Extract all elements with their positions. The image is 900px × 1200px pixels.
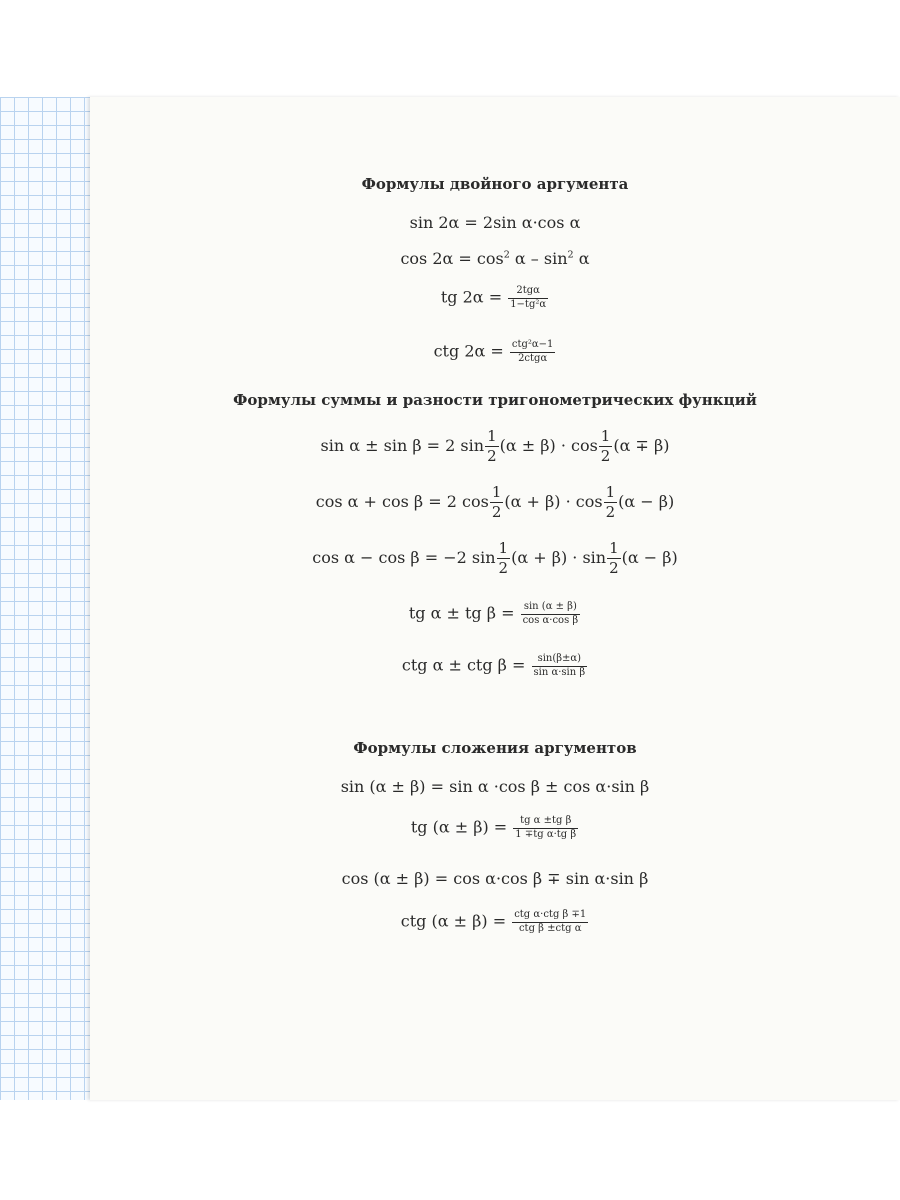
formula-tg-addition: tg (α ± β) = $\frac{\text{tg α ±tg β}}{\text{1 ∓tg α·tg β}}$ [410,815,577,840]
formula-ctg-addition: ctg (α ± β) = $\frac{\text{ctg α·ctg β ∓1}}{\text{ctg β ±ctg α}}$ [400,909,587,934]
formula-ctg-sum: ctg α ± ctg β = $\frac{\sin(\beta\pm\alpha)}{\text{sin α·sin β}}$ [401,653,586,678]
formula-sheet [90,97,900,1100]
formula-ctg-2a: ctg 2α = $\frac{\text{ctg²α−1}}{\text{2ctgα}}$ [433,339,554,364]
formula-tg-sum: tg α ± tg β = $\frac{\sin (\alpha \pm \beta)}{\text{cos α·cos β}}$ [408,601,579,626]
formula-cos-difference: cos α − cos β = −2 sin $\frac{1}{2}$ (α + β) · sin $\frac{1}{2}$ (α − β) [312,539,678,577]
section-title-addition: Формулы сложения аргументов [353,739,637,757]
section-title-sum-difference: Формулы суммы и разности тригонометрических функций [233,391,757,409]
formula-sin-addition: sin (α ± β) = sin α ·cos β ± cos α·sin β [340,777,650,796]
graph-paper-page [0,97,92,1100]
formula-cos-sum: cos α + cos β = 2 cos $\frac{1}{2}$ (α + β) · cos $\frac{1}{2}$ (α − β) [315,483,675,521]
formula-tg-2a: tg 2α = $\frac{\text{2tgα}}{\text{1−tg²α}}$ [440,285,547,310]
formula-sin-2a: sin 2α = 2sin α·cos α [409,213,581,232]
formula-cos-2a: $\cos 2\alpha = \cos^2 \alpha - \sin^2 \alpha$ [400,249,590,268]
formula-sin-sum: sin α ± sin β = 2 sin $\frac{1}{2}$ (α ± β) · cos $\frac{1}{2}$ (α ∓ β) [320,427,670,465]
section-title-double-argument: Формулы двойного аргумента [361,175,629,193]
formula-cos-addition: cos (α ± β) = cos α·cos β ∓ sin α·sin β [341,869,649,888]
